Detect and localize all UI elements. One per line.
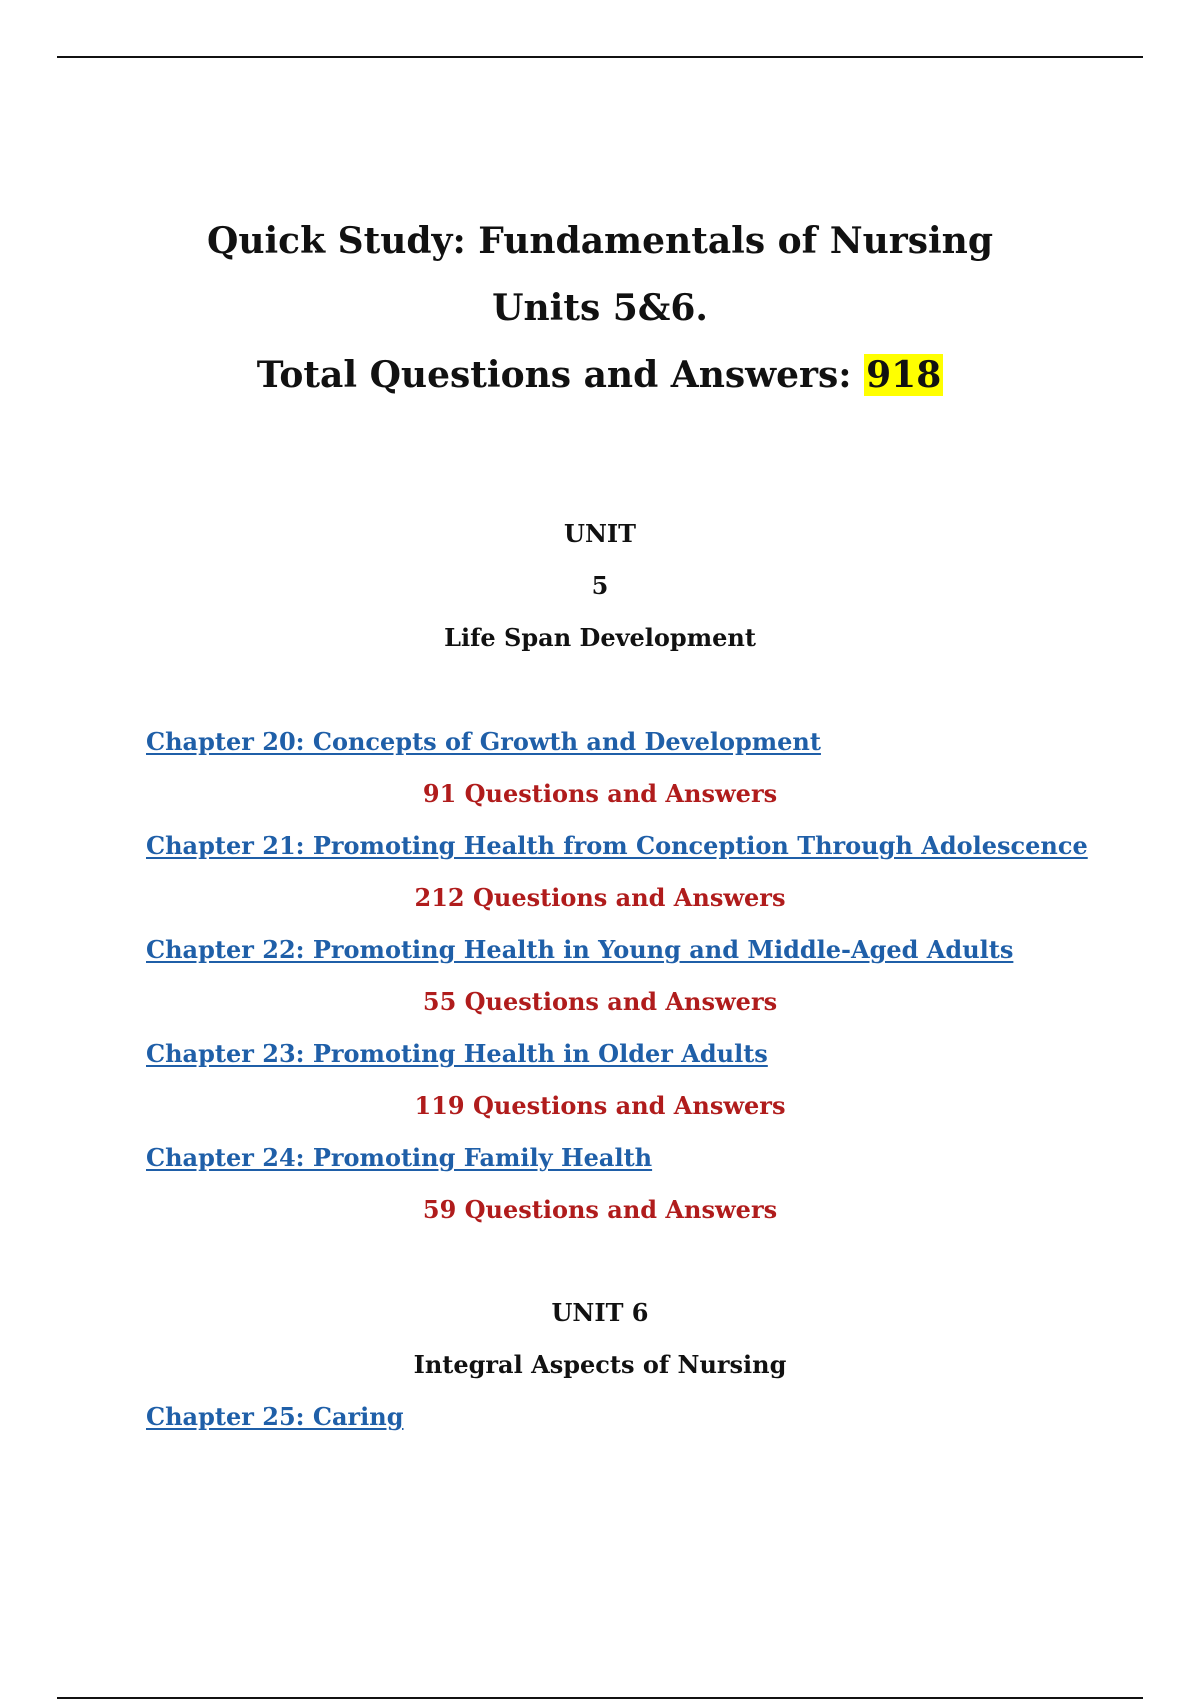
title-line-2: Units 5&6. bbox=[492, 287, 708, 329]
unit-5-chapter-list bbox=[0, 716, 1200, 1236]
chapter-22-link[interactable]: Chapter 22: Promoting Health in Young and Middle-Aged Adults bbox=[146, 935, 1014, 964]
unit-5-heading bbox=[0, 508, 1200, 664]
title-line-3 bbox=[0, 342, 1200, 409]
chapter-23-count: 119 Questions and Answers bbox=[414, 1091, 786, 1120]
chapter-21-count: 212 Questions and Answers bbox=[414, 883, 786, 912]
top-rule bbox=[57, 56, 1143, 58]
unit-5-label: UNIT bbox=[564, 519, 636, 548]
chapter-22-count: 55 Questions and Answers bbox=[422, 987, 778, 1016]
unit-6-chapter-list bbox=[0, 1391, 1200, 1443]
chapter-24-link[interactable]: Chapter 24: Promoting Family Health bbox=[146, 1143, 653, 1172]
chapter-23-link[interactable]: Chapter 23: Promoting Health in Older Adults bbox=[146, 1039, 768, 1068]
unit-5-name: Life Span Development bbox=[444, 623, 756, 652]
total-count-highlight: 918 bbox=[866, 354, 942, 396]
chapter-24-count: 59 Questions and Answers bbox=[422, 1195, 778, 1224]
chapter-20-link[interactable]: Chapter 20: Concepts of Growth and Development bbox=[146, 727, 821, 756]
document-title bbox=[0, 208, 1200, 409]
chapter-20-count: 91 Questions and Answers bbox=[422, 779, 778, 808]
title-line-1: Quick Study: Fundamentals of Nursing bbox=[206, 220, 994, 262]
bottom-rule bbox=[57, 1697, 1143, 1699]
total-label: Total Questions and Answers: bbox=[256, 354, 865, 396]
unit-6-label: UNIT 6 bbox=[551, 1298, 649, 1327]
unit-6-heading bbox=[0, 1287, 1200, 1391]
unit-5-number: 5 bbox=[591, 571, 609, 600]
chapter-21-link[interactable]: Chapter 21: Promoting Health from Conception Through Adolescence bbox=[146, 831, 1088, 860]
unit-6-name: Integral Aspects of Nursing bbox=[413, 1350, 787, 1379]
chapter-25-link[interactable]: Chapter 25: Caring bbox=[146, 1402, 404, 1431]
